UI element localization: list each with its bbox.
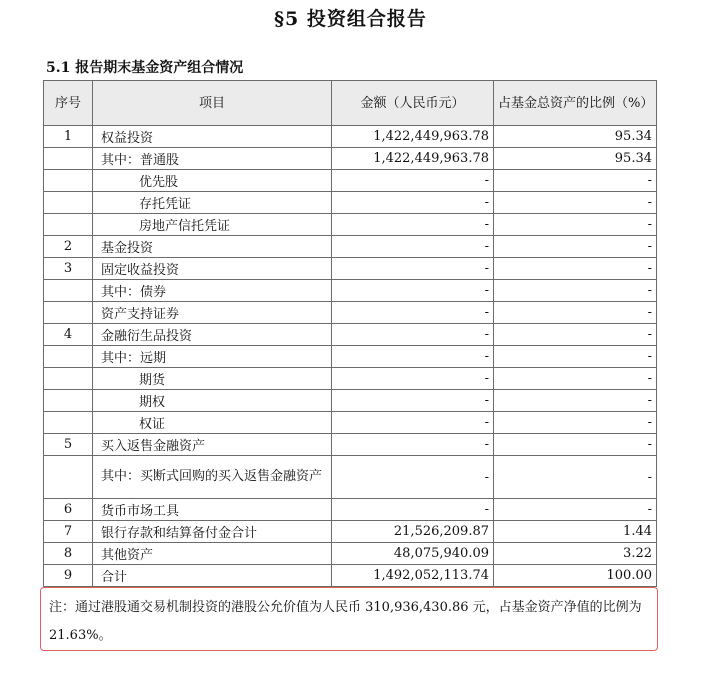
cell-ratio: - bbox=[494, 412, 657, 434]
cell-amount: 1,492,052,113.74 bbox=[332, 565, 494, 587]
cell-item: 银行存款和结算备付金合计 bbox=[93, 521, 332, 543]
table-row bbox=[44, 346, 657, 368]
header-seq: 序号 bbox=[44, 81, 93, 126]
cell-seq: 3 bbox=[44, 258, 93, 280]
cell-item: 其他资产 bbox=[93, 543, 332, 565]
cell-item: 优先股 bbox=[93, 170, 332, 192]
cell-amount: - bbox=[332, 214, 494, 236]
cell-amount: - bbox=[332, 324, 494, 346]
cell-item: 买入返售金融资产 bbox=[93, 434, 332, 456]
table-row bbox=[44, 170, 657, 192]
cell-ratio: - bbox=[494, 236, 657, 258]
cell-ratio: 1.44 bbox=[494, 521, 657, 543]
cell-item: 其中：普通股 bbox=[93, 148, 332, 170]
cell-ratio: - bbox=[494, 368, 657, 390]
cell-item: 货币市场工具 bbox=[93, 499, 332, 521]
cell-seq bbox=[44, 148, 93, 170]
cell-amount: - bbox=[332, 368, 494, 390]
table-row bbox=[44, 368, 657, 390]
cell-ratio: - bbox=[494, 214, 657, 236]
cell-seq bbox=[44, 280, 93, 302]
cell-amount: - bbox=[332, 236, 494, 258]
header-ratio: 占基金总资产的比例（%） bbox=[494, 81, 657, 126]
footnote: 注：通过港股通交易机制投资的港股公允价值为人民币 310,936,430.86 元，占基金资产净值的比例为 21.63%。 bbox=[40, 587, 658, 651]
cell-seq bbox=[44, 412, 93, 434]
table-row bbox=[44, 280, 657, 302]
cell-amount: - bbox=[332, 390, 494, 412]
cell-item: 权益投资 bbox=[93, 126, 332, 148]
cell-seq: 6 bbox=[44, 499, 93, 521]
cell-item: 权证 bbox=[93, 412, 332, 434]
table-row bbox=[44, 390, 657, 412]
table-row bbox=[44, 521, 657, 543]
cell-ratio: - bbox=[494, 192, 657, 214]
cell-ratio: - bbox=[494, 258, 657, 280]
cell-item: 基金投资 bbox=[93, 236, 332, 258]
table-row bbox=[44, 543, 657, 565]
cell-amount: - bbox=[332, 258, 494, 280]
table-row bbox=[44, 148, 657, 170]
cell-amount: 1,422,449,963.78 bbox=[332, 148, 494, 170]
cell-item: 存托凭证 bbox=[93, 192, 332, 214]
table-row bbox=[44, 236, 657, 258]
cell-amount: 21,526,209.87 bbox=[332, 521, 494, 543]
cell-item: 期货 bbox=[93, 368, 332, 390]
cell-ratio: - bbox=[494, 170, 657, 192]
cell-amount: - bbox=[332, 170, 494, 192]
table-row bbox=[44, 434, 657, 456]
cell-amount: 48,075,940.09 bbox=[332, 543, 494, 565]
table-row bbox=[44, 126, 657, 148]
cell-ratio: - bbox=[494, 346, 657, 368]
cell-ratio: - bbox=[494, 302, 657, 324]
cell-seq: 5 bbox=[44, 434, 93, 456]
cell-item: 其中：债券 bbox=[93, 280, 332, 302]
header-amount: 金额（人民币元） bbox=[332, 81, 494, 126]
cell-seq bbox=[44, 214, 93, 236]
cell-seq bbox=[44, 456, 93, 499]
cell-item: 资产支持证券 bbox=[93, 302, 332, 324]
table-row bbox=[44, 324, 657, 346]
cell-ratio: - bbox=[494, 456, 657, 499]
cell-seq: 2 bbox=[44, 236, 93, 258]
cell-ratio: - bbox=[494, 280, 657, 302]
section-heading: 5.1 报告期末基金资产组合情况 bbox=[46, 60, 244, 76]
cell-ratio: - bbox=[494, 434, 657, 456]
cell-seq: 1 bbox=[44, 126, 93, 148]
cell-ratio: - bbox=[494, 324, 657, 346]
header-item: 项目 bbox=[93, 81, 332, 126]
cell-seq bbox=[44, 192, 93, 214]
cell-seq bbox=[44, 170, 93, 192]
cell-seq bbox=[44, 302, 93, 324]
cell-item: 期权 bbox=[93, 390, 332, 412]
cell-ratio: 3.22 bbox=[494, 543, 657, 565]
table-row bbox=[44, 192, 657, 214]
cell-seq: 7 bbox=[44, 521, 93, 543]
cell-item: 房地产信托凭证 bbox=[93, 214, 332, 236]
cell-ratio: 95.34 bbox=[494, 148, 657, 170]
cell-seq: 4 bbox=[44, 324, 93, 346]
table-row bbox=[44, 302, 657, 324]
cell-amount: - bbox=[332, 280, 494, 302]
cell-seq bbox=[44, 390, 93, 412]
cell-amount: - bbox=[332, 499, 494, 521]
table-row bbox=[44, 565, 657, 587]
table-row bbox=[44, 456, 657, 499]
cell-amount: 1,422,449,963.78 bbox=[332, 126, 494, 148]
cell-item: 固定收益投资 bbox=[93, 258, 332, 280]
cell-seq: 8 bbox=[44, 543, 93, 565]
cell-item: 合计 bbox=[93, 565, 332, 587]
table-row bbox=[44, 412, 657, 434]
cell-item: 其中：远期 bbox=[93, 346, 332, 368]
cell-item: 金融衍生品投资 bbox=[93, 324, 332, 346]
cell-amount: - bbox=[332, 434, 494, 456]
cell-amount: - bbox=[332, 456, 494, 499]
cell-seq: 9 bbox=[44, 565, 93, 587]
table-row bbox=[44, 499, 657, 521]
table-row bbox=[44, 258, 657, 280]
cell-ratio: - bbox=[494, 390, 657, 412]
cell-amount: - bbox=[332, 346, 494, 368]
cell-amount: - bbox=[332, 192, 494, 214]
asset-allocation-table bbox=[43, 80, 657, 587]
cell-amount: - bbox=[332, 412, 494, 434]
table-header-row bbox=[44, 81, 657, 126]
cell-item: 其中：买断式回购的买入返售金融资产 bbox=[93, 456, 332, 499]
cell-seq bbox=[44, 368, 93, 390]
cell-amount: - bbox=[332, 302, 494, 324]
cell-seq bbox=[44, 346, 93, 368]
cell-ratio: 95.34 bbox=[494, 126, 657, 148]
cell-ratio: - bbox=[494, 499, 657, 521]
cell-ratio: 100.00 bbox=[494, 565, 657, 587]
page-title: §5 投资组合报告 bbox=[274, 8, 427, 30]
table-row bbox=[44, 214, 657, 236]
